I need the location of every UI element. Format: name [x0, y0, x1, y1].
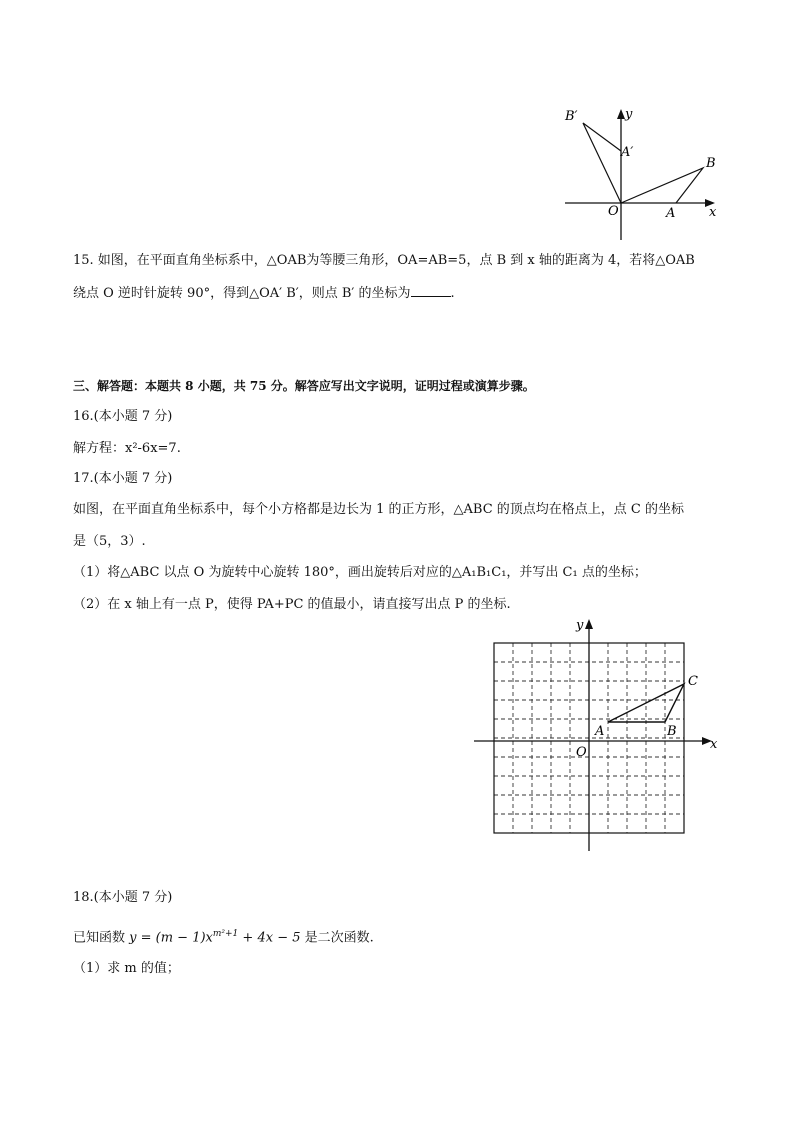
- y-axis-arrow: [585, 619, 593, 629]
- q15-line1: 15. 如图，在平面直角坐标系中，△OAB为等腰三角形，OA=AB=5，点 B 到 x 轴的距离为 4，若将△OAB: [73, 253, 695, 268]
- label-b: B: [706, 156, 716, 171]
- q17-line1: 如图，在平面直角坐标系中，每个小方格都是边长为 1 的正方形，△ABC 的顶点均在格点上，点 C 的坐标: [73, 502, 685, 517]
- figure-17-grid: [470, 615, 730, 855]
- label-y: y: [625, 107, 633, 122]
- label-o: O: [576, 745, 587, 760]
- q17-part1: （1）将△ABC 以点 O 为旋转中心旋转 180°，画出旋转后对应的△A₁B₁C₁，并写出 C₁ 点的坐标；: [73, 565, 647, 580]
- q15-line2: [73, 284, 455, 303]
- label-a: A: [595, 724, 605, 739]
- q18-header: 18.(本小题 7 分): [73, 890, 173, 905]
- q15-answer-blank[interactable]: [411, 284, 451, 297]
- label-x: x: [710, 737, 718, 752]
- label-c: C: [688, 674, 698, 689]
- q15-line2-text: 绕点 O 逆时针旋转 90°，得到△OA′ B′，则点 B′ 的坐标为: [73, 286, 411, 301]
- q18-formula-tail: + 4x − 5: [238, 930, 301, 946]
- q15-line2-end: .: [450, 286, 455, 301]
- q16-header: 16.(本小题 7 分): [73, 409, 173, 424]
- q17-part2: （2）在 x 轴上有一点 P，使得 PA+PC 的值最小，请直接写出点 P 的坐标.: [73, 597, 511, 612]
- q18-exponent: m²+1: [212, 929, 239, 939]
- q18-text: [73, 925, 374, 947]
- q17-line2: 是（5，3）.: [73, 534, 146, 549]
- triangle-oa-prime-b-prime: [583, 123, 621, 203]
- q18-text-after: 是二次函数.: [300, 930, 374, 946]
- label-a-prime: A′: [621, 145, 634, 160]
- label-x: x: [709, 205, 717, 220]
- label-o: O: [608, 204, 619, 219]
- triangle-oab: [621, 168, 703, 203]
- y-axis-arrow: [617, 109, 625, 119]
- q16-text: 解方程：x²-6x=7.: [73, 441, 181, 456]
- q18-formula: y = (m − 1)x: [129, 930, 213, 946]
- figure-15-rotation-diagram: [555, 100, 725, 245]
- q18-text-before: 已知函数: [73, 930, 130, 946]
- q18-part1: （1）求 m 的值；: [73, 961, 180, 976]
- label-a: A: [666, 206, 676, 221]
- q17-header: 17.(本小题 7 分): [73, 471, 173, 486]
- label-b-prime: B′: [565, 109, 578, 124]
- label-b: B: [667, 724, 677, 739]
- section3-heading: 三、解答题：本题共 8 小题，共 75 分。解答应写出文字说明，证明过程或演算步骤。: [73, 379, 535, 393]
- label-y: y: [576, 618, 584, 633]
